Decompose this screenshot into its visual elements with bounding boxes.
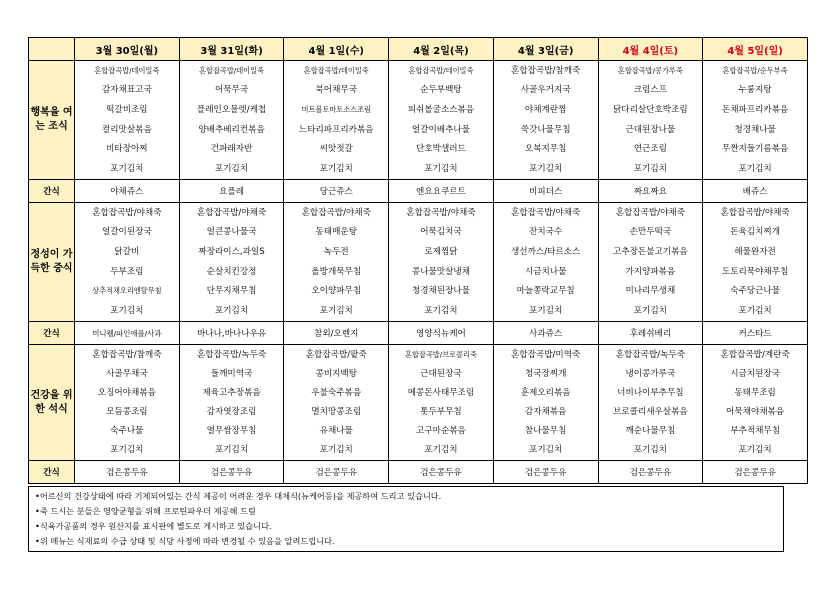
- menu-item: 포기김치: [424, 306, 458, 317]
- menu-item: 건파래자반: [210, 144, 253, 155]
- lunch-label: 정성이 가득한 중식: [29, 203, 75, 322]
- menu-item: 돈육김치찌개: [730, 227, 781, 238]
- menu-item: 컬리맛살볶음: [101, 124, 152, 135]
- menu-item: 청경채된장나물: [411, 286, 471, 297]
- snack-row: [29, 461, 808, 484]
- snack-cell: 엔요요쿠르트: [389, 180, 494, 203]
- snack-cell: 검은콩두유: [389, 461, 494, 484]
- menu-item-list: [75, 345, 179, 460]
- lunch-cell: [598, 203, 703, 322]
- dinner-row: [29, 345, 808, 461]
- menu-item: 사골우거지국: [520, 85, 571, 96]
- menu-item: 누룽지탕: [738, 85, 772, 96]
- day-header-weekend: 4월 5일(일): [703, 38, 808, 61]
- menu-item-list: [703, 345, 807, 460]
- menu-item: 제육고추장볶음: [202, 387, 261, 398]
- menu-item: 혼합잡곡밥/데이밀죽: [303, 65, 369, 75]
- menu-item-list: [180, 345, 284, 460]
- menu-item: 숙주나물: [110, 426, 144, 437]
- menu-item: 연근조림: [633, 144, 667, 155]
- menu-item: 동태매운탕: [315, 227, 358, 238]
- menu-item: 깨순나물무침: [625, 426, 676, 437]
- menu-item: 북어채무국: [315, 85, 358, 96]
- lunch-cell: [389, 203, 494, 322]
- snack-cell: 검은콩두유: [703, 461, 808, 484]
- menu-item: 오이양파무침: [311, 286, 362, 297]
- menu-item: 유채나물: [319, 426, 353, 437]
- menu-item: 감자채볶음: [524, 407, 567, 418]
- dinner-cell: [179, 345, 284, 461]
- menu-item-list: [389, 203, 493, 321]
- menu-item: 혼합잡곡밥/야채죽: [196, 207, 267, 218]
- menu-item: 짜장라이스,과일S: [198, 247, 265, 258]
- dinner-label: 건강을 위한 석식: [29, 345, 75, 461]
- snack-label: 간식: [29, 180, 75, 203]
- menu-item: 상추적채오리엔탈무침: [92, 286, 162, 296]
- day-header: 3월 30일(월): [75, 38, 180, 61]
- menu-item: 콩나물맛살냉채: [411, 266, 471, 277]
- menu-item: 시금치된장국: [730, 368, 781, 379]
- menu-item: 가지양파볶음: [625, 266, 676, 277]
- menu-item: 어묵채야채볶음: [726, 407, 785, 418]
- menu-item: 모듬콩조림: [106, 407, 148, 418]
- menu-item: 열무쌈장무침: [206, 426, 257, 437]
- menu-item-list: [599, 61, 703, 179]
- day-header: 4월 2일(목): [389, 38, 494, 61]
- menu-item: 혼합잡곡밥/데이밀죽: [94, 65, 160, 75]
- snack-cell: 미니웰/파인애플/사과: [75, 322, 180, 345]
- menu-item: 혼합잡곡밥/미역죽: [511, 349, 581, 360]
- menu-item: 혼합잡곡밥/야채죽: [406, 207, 476, 218]
- menu-item-list: [180, 61, 284, 179]
- menu-item: 녹두전: [323, 247, 349, 258]
- menu-item: 혼합잡곡밥/계란죽: [720, 349, 790, 360]
- menu-item: 사골무채국: [106, 368, 148, 379]
- menu-item-list: [599, 203, 703, 321]
- menu-item: 톳두부무침: [420, 407, 462, 418]
- menu-item: 포기김치: [633, 164, 667, 175]
- menu-item: 얼갈이된장국: [101, 227, 152, 238]
- snack-label: 간식: [29, 322, 75, 345]
- menu-item: 청경채나물: [734, 124, 776, 135]
- snack-cell: 검은콩두유: [75, 461, 180, 484]
- menu-item: 포기김치: [633, 306, 667, 317]
- menu-item: 포기김치: [214, 164, 249, 175]
- menu-item: 얼갈이배추나물: [411, 124, 471, 135]
- menu-item: 생선까스/타르소스: [511, 247, 581, 258]
- breakfast-cell: [179, 61, 284, 180]
- menu-item: 포기김치: [738, 306, 772, 317]
- menu-item: 들깨미역국: [210, 368, 253, 379]
- lunch-cell: [75, 203, 180, 322]
- menu-item: 멸치땅콩조림: [311, 407, 362, 418]
- menu-item: 브로콜리새우살볶음: [613, 407, 688, 418]
- menu-item: 쑥갓나물무침: [520, 124, 571, 135]
- menu-item: 무짠지들기름볶음: [721, 144, 789, 155]
- menu-item: 동태무조림: [734, 387, 776, 398]
- menu-item: 근대된장나물: [625, 124, 676, 135]
- menu-item: 얼큰콩나물국: [206, 227, 257, 238]
- menu-item-list: [494, 203, 598, 321]
- snack-cell: 당근쥬스: [284, 180, 389, 203]
- note-line: •식육가공품의 경우 원산지를 표시판에 별도로 게시하고 있습니다.: [35, 521, 272, 531]
- menu-item: 혼합잡곡밥/콩가루죽: [617, 65, 683, 75]
- menu-item: 포기김치: [529, 164, 563, 175]
- menu-item: 피쉬볼굴소스볶음: [407, 105, 475, 116]
- snack-cell: 비피더스: [493, 180, 598, 203]
- dinner-cell: [75, 345, 180, 461]
- menu-item: 혼합잡곡밥/녹두죽: [615, 349, 686, 360]
- note-line: •죽 드시는 분들은 영양균형을 위해 프로틴파우더 제공해 드림: [35, 506, 256, 516]
- menu-item: 고추장돈불고기볶음: [613, 247, 688, 258]
- menu-item: 미나리무생채: [625, 286, 676, 297]
- breakfast-label: 행복을 여는 조식: [29, 61, 75, 180]
- snack-cell: 검은콩두유: [493, 461, 598, 484]
- menu-item-list: [180, 203, 284, 321]
- menu-item-list: [284, 345, 388, 460]
- breakfast-cell: [493, 61, 598, 180]
- dinner-cell: [598, 345, 703, 461]
- menu-item-list: [75, 203, 179, 321]
- snack-cell: 사과쥬스: [493, 322, 598, 345]
- menu-item: 부추적채무침: [730, 426, 781, 437]
- menu-item: 시금치나물: [524, 266, 567, 277]
- note-line: •어르신의 건강상태에 따라 기제되어있는 간식 제공이 어려운 경우 대체식(뉴케어등)을 제공하여 드리고 있습니다.: [35, 491, 442, 501]
- menu-item: 잔치국수: [529, 227, 563, 238]
- menu-item: 포기김치: [529, 445, 563, 456]
- menu-item-list: [284, 203, 388, 321]
- menu-item: 메콩돈사태무조림: [407, 387, 475, 398]
- menu-item: 포기김치: [424, 445, 458, 456]
- menu-item: 올방개묵무침: [311, 266, 362, 277]
- snack-cell: 검은콩두유: [598, 461, 703, 484]
- snack-label: 간식: [29, 461, 75, 484]
- menu-item: 혼합잡곡밥/야채죽: [92, 207, 162, 218]
- menu-item-list: [599, 345, 703, 460]
- menu-item: 닭다리살단호박조림: [613, 105, 688, 116]
- dinner-cell: [284, 345, 389, 461]
- snack-cell: 후레쉬베리: [598, 322, 703, 345]
- menu-item: 감자엿장조림: [206, 407, 257, 418]
- menu-item: 혼합잡곡밥/브로콜리죽: [405, 349, 477, 359]
- menu-item: 혼합잡곡밥/야채죽: [720, 207, 790, 218]
- weekly-menu-table: [28, 37, 808, 484]
- menu-item-list: [494, 61, 598, 179]
- menu-item: 혼합잡곡밥/데이밀죽: [199, 65, 265, 75]
- snack-cell: 커스타드: [703, 322, 808, 345]
- header-row: [29, 38, 808, 61]
- menu-item: 순살치킨강정: [206, 266, 257, 277]
- menu-item: 단호박샐러드: [416, 144, 466, 155]
- menu-item: 단무지채무침: [206, 286, 257, 297]
- snack-cell: 참외/오렌지: [284, 322, 389, 345]
- menu-item: 느타리파프리카볶음: [298, 124, 374, 135]
- menu-item: 로제찜닭: [424, 247, 458, 258]
- snack-cell: 검은콩두유: [284, 461, 389, 484]
- snack-row: [29, 180, 808, 203]
- menu-item: 감자채표고국: [101, 85, 152, 96]
- lunch-cell: [493, 203, 598, 322]
- menu-item: 포기김치: [214, 306, 249, 317]
- menu-item: 혼합잡곡밥/야채죽: [301, 207, 371, 218]
- breakfast-cell: [75, 61, 180, 180]
- menu-item: 비타장아찌: [106, 144, 148, 155]
- menu-item: 콩비지백탕: [315, 368, 358, 379]
- day-header-weekend: 4월 4일(토): [598, 38, 703, 61]
- snack-cell: 바나나,바나나우유: [179, 322, 284, 345]
- day-header: 4월 1일(수): [284, 38, 389, 61]
- breakfast-cell: [389, 61, 494, 180]
- menu-item: 근대된장국: [420, 368, 462, 379]
- menu-item: 해물완자전: [734, 247, 776, 258]
- menu-item-list: [75, 61, 179, 179]
- menu-item: 플레인오믈렛/케첩: [196, 105, 267, 116]
- menu-item: 양배추베리컨볶음: [198, 124, 265, 135]
- menu-item: 포기김치: [110, 445, 144, 456]
- menu-item: 포기김치: [424, 164, 458, 175]
- menu-item: 포기김치: [738, 164, 772, 175]
- menu-item: 혼합잡곡밥/순두부죽: [722, 65, 788, 75]
- menu-item: 손만두떡국: [629, 227, 672, 238]
- menu-item: 혼합잡곡밥/데이밀죽: [408, 65, 474, 75]
- lunch-row: [29, 203, 808, 322]
- menu-item: 너비나이부추무침: [617, 387, 684, 398]
- menu-item: 크림스프: [633, 85, 667, 96]
- menu-item-list: [703, 203, 807, 321]
- snack-cell: 짜요짜요: [598, 180, 703, 203]
- menu-item: 포기김치: [319, 445, 353, 456]
- breakfast-cell: [703, 61, 808, 180]
- menu-item: 돈채파프리카볶음: [721, 105, 789, 116]
- menu-item-list: [389, 345, 493, 460]
- lunch-cell: [179, 203, 284, 322]
- dinner-cell: [703, 345, 808, 461]
- snack-cell: 배쥬스: [703, 180, 808, 203]
- menu-item: 포기김치: [110, 306, 144, 317]
- menu-item: 혼합잡곡밥/참깨죽: [92, 349, 162, 360]
- dinner-cell: [389, 345, 494, 461]
- menu-item: 혼합잡곡밥/야채죽: [511, 207, 581, 218]
- menu-item: 우불숙주볶음: [311, 387, 362, 398]
- menu-item: 어묵김치국: [420, 227, 462, 238]
- menu-item: 고구마순볶음: [416, 426, 466, 437]
- breakfast-row: [29, 61, 808, 180]
- dinner-cell: [493, 345, 598, 461]
- snack-cell: 영양식뉴케어: [389, 322, 494, 345]
- note-line: •위 메뉴는 식재료의 수급 상태 및 식당 사정에 따라 변경될 수 있음을 알려드립니다.: [35, 536, 335, 546]
- menu-item: 야채계란찜: [524, 105, 567, 116]
- notes-box: [28, 486, 784, 552]
- lunch-cell: [284, 203, 389, 322]
- menu-item: 혼합잡곡밥/참깨죽: [511, 65, 581, 76]
- menu-item: 포기김치: [529, 306, 563, 317]
- menu-item: 닭갈비: [114, 247, 140, 258]
- breakfast-cell: [598, 61, 703, 180]
- menu-item: 냉이콩가루국: [625, 368, 676, 379]
- snack-cell: 요플레: [179, 180, 284, 203]
- menu-item: 혼합잡곡밥/팥죽: [305, 349, 367, 360]
- menu-item: 혼합잡곡밥/야채죽: [615, 207, 686, 218]
- day-header: 3월 31일(화): [179, 38, 284, 61]
- menu-item: 포기김치: [738, 445, 772, 456]
- menu-item: 두부조림: [110, 266, 144, 277]
- snack-cell: 야채쥬스: [75, 180, 180, 203]
- day-header: 4월 3일(금): [493, 38, 598, 61]
- menu-item: 포기김치: [214, 445, 249, 456]
- menu-item: 오복지무침: [524, 144, 567, 155]
- menu-item: 미트볼토마토소스조림: [301, 105, 371, 115]
- menu-item-list: [703, 61, 807, 179]
- menu-item: 청국장찌개: [524, 368, 567, 379]
- menu-item: 씨앗젓갈: [319, 144, 353, 155]
- header-corner: [29, 38, 75, 61]
- menu-item: 숙주당근나물: [730, 286, 781, 297]
- breakfast-cell: [284, 61, 389, 180]
- menu-item: 포기김치: [110, 164, 144, 175]
- snack-cell: 검은콩두유: [179, 461, 284, 484]
- menu-item: 마늘쫑락교무침: [516, 286, 575, 297]
- menu-item: 떡갈비조림: [106, 105, 148, 116]
- menu-item-list: [494, 345, 598, 460]
- menu-item: 어묵무국: [214, 85, 249, 96]
- menu-item: 오징어야채볶음: [97, 387, 156, 398]
- menu-item-list: [284, 61, 388, 179]
- menu-item: 참나물무침: [524, 426, 567, 437]
- menu-item: 도토리묵야채무침: [721, 266, 789, 277]
- lunch-cell: [703, 203, 808, 322]
- menu-item: 혼합잡곡밥/녹두죽: [196, 349, 267, 360]
- menu-item: 순두부백탕: [420, 85, 462, 96]
- menu-item: 포기김치: [319, 164, 353, 175]
- menu-item: 훈제오리볶음: [520, 387, 571, 398]
- menu-item: 포기김치: [633, 445, 667, 456]
- menu-item: 포기김치: [319, 306, 353, 317]
- menu-item-list: [389, 61, 493, 179]
- snack-row: [29, 322, 808, 345]
